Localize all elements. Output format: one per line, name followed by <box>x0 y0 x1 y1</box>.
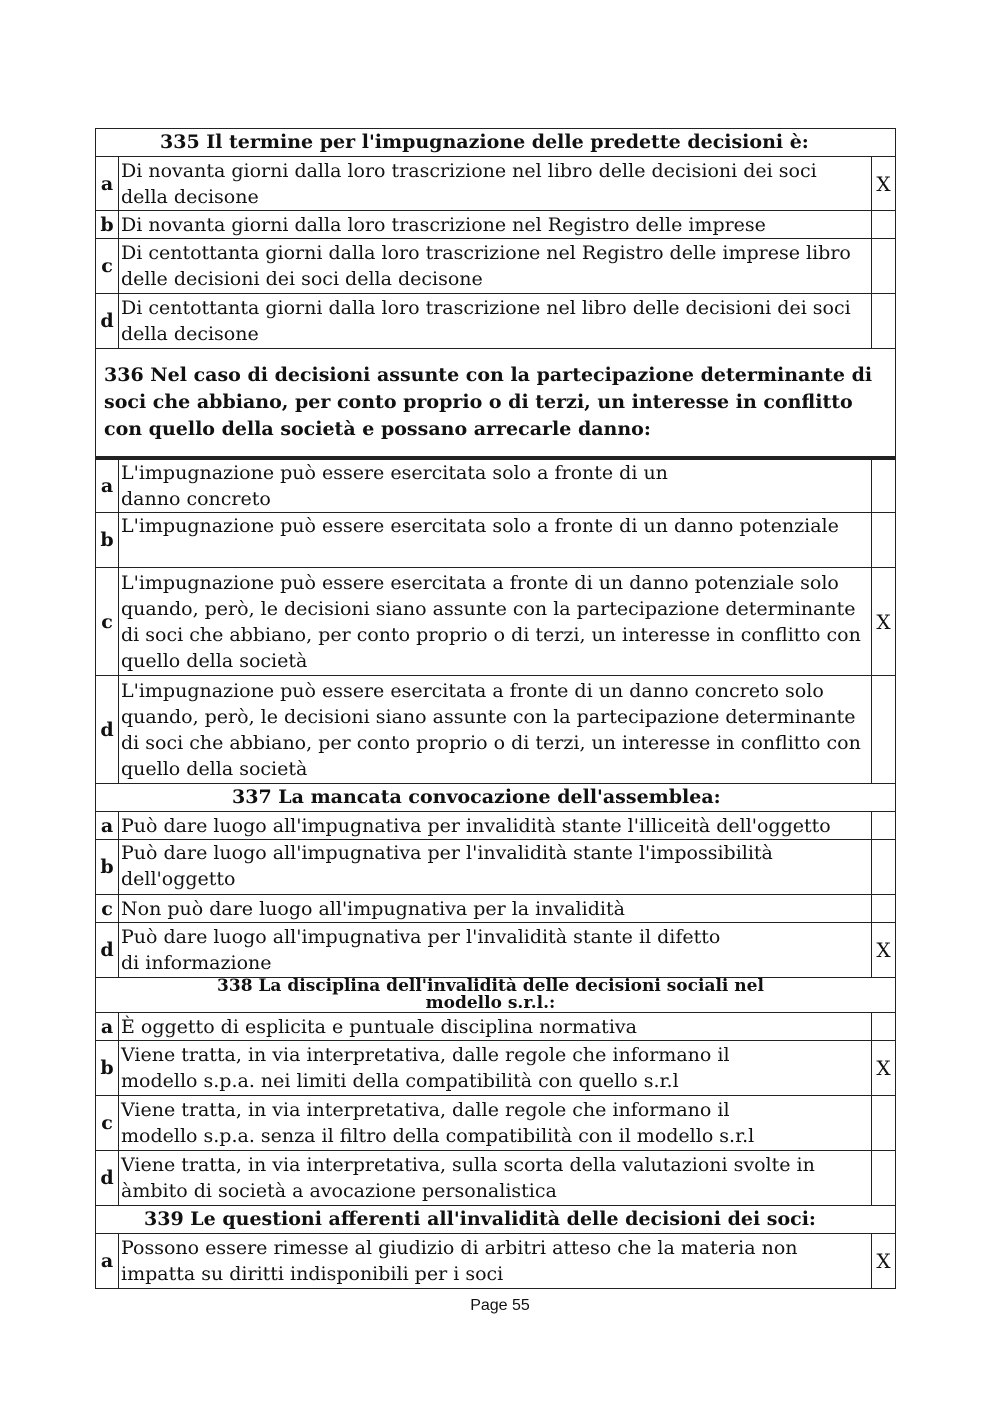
answer-mark[interactable]: X <box>872 568 896 676</box>
answer-letter: a <box>96 157 119 211</box>
answer-letter: b <box>96 211 119 239</box>
answer-row <box>96 1234 896 1289</box>
answer-mark[interactable] <box>872 1013 896 1041</box>
answer-row <box>96 923 896 978</box>
question-row <box>96 129 896 157</box>
answer-letter: d <box>96 923 119 978</box>
answer-mark[interactable] <box>872 895 896 923</box>
answer-row <box>96 895 896 923</box>
answer-letter: b <box>96 840 119 895</box>
answer-letter: d <box>96 676 119 784</box>
question-row <box>96 784 896 812</box>
answer-row <box>96 676 896 784</box>
question-text: Le questioni afferenti all'invalidità delle decisioni dei soci: <box>190 1208 816 1230</box>
question-text: La mancata convocazione dell'assemblea: <box>278 786 721 808</box>
answer-mark[interactable] <box>872 513 896 568</box>
answer-mark[interactable] <box>872 458 896 513</box>
answer-text: Può dare luogo all'impugnativa per invalidità stante l'illiceità dell'oggetto <box>119 812 872 840</box>
answer-letter: b <box>96 513 119 568</box>
answer-text: Di centottanta giorni dalla loro trascrizione nel Registro delle imprese libro delle decisioni dei soci della decisone <box>119 239 872 294</box>
answer-text: Non può dare luogo all'impugnativa per la invalidità <box>119 895 872 923</box>
answer-row <box>96 157 896 211</box>
question-row <box>96 1206 896 1234</box>
quiz-table <box>95 128 896 1289</box>
answer-mark[interactable] <box>872 812 896 840</box>
question-text: La disciplina dell'invalidità delle decisioni sociali nel modello s.r.l.: <box>258 976 764 1013</box>
answer-row <box>96 1096 896 1151</box>
question-number: 338 <box>217 976 253 996</box>
answer-letter: c <box>96 239 119 294</box>
answer-text: Possono essere rimesse al giudizio di arbitri atteso che la materia non impatta su diritti indisponibili per i soci <box>119 1234 872 1289</box>
answer-text: L'impugnazione può essere esercitata a fronte di un danno potenziale solo quando, però, le decisioni siano assunte con la partecipazione determinante di soci che abbiano, per conto proprio o di terzi, un interesse in conflitto con quello della società <box>119 568 872 676</box>
question-text: Nel caso di decisioni assunte con la partecipazione determinante di soci che abbiano, per conto proprio o di terzi, un interesse in conflitto con quello della società e possano arrecarle danno: <box>104 363 873 440</box>
answer-row <box>96 812 896 840</box>
answer-text: L'impugnazione può essere esercitata a fronte di un danno concreto solo quando, però, le decisioni siano assunte con la partecipazione determinante di soci che abbiano, per conto proprio o di terzi, un interesse in conflitto con quello della società <box>119 676 872 784</box>
answer-row <box>96 458 896 513</box>
answer-row <box>96 239 896 294</box>
answer-text: Di centottanta giorni dalla loro trascrizione nel libro delle decisioni dei soci della decisone <box>119 294 872 349</box>
answer-text: È oggetto di esplicita e puntuale disciplina normativa <box>119 1013 872 1041</box>
answer-mark[interactable] <box>872 676 896 784</box>
answer-letter: d <box>96 1151 119 1206</box>
question-number: 336 <box>104 363 144 386</box>
question-number: 339 <box>144 1208 184 1230</box>
answer-letter: b <box>96 1041 119 1096</box>
answer-mark[interactable] <box>872 1096 896 1151</box>
answer-row <box>96 1151 896 1206</box>
answer-letter: a <box>96 1234 119 1289</box>
answer-text: Può dare luogo all'impugnativa per l'invalidità stante il difetto di informazione <box>119 923 872 978</box>
answer-mark[interactable] <box>872 1151 896 1206</box>
answer-letter: c <box>96 1096 119 1151</box>
question-row <box>96 349 896 458</box>
answer-mark[interactable]: X <box>872 1041 896 1096</box>
page-footer: Page 55 <box>470 1297 530 1314</box>
answer-text: Viene tratta, in via interpretativa, dalle regole che informano il modello s.p.a. nei limiti della compatibilità con quello s.r.l <box>119 1041 872 1096</box>
question-text: Il termine per l'impugnazione delle predette decisioni è: <box>206 131 809 153</box>
answer-mark[interactable] <box>872 294 896 349</box>
answer-mark[interactable]: X <box>872 1234 896 1289</box>
answer-letter: d <box>96 294 119 349</box>
answer-row <box>96 294 896 349</box>
answer-row <box>96 1013 896 1041</box>
question-number: 335 <box>160 131 200 153</box>
question-number: 337 <box>232 786 272 808</box>
answer-text: Viene tratta, in via interpretativa, sulla scorta della valutazioni svolte in àmbito di società a avocazione personalistica <box>119 1151 872 1206</box>
answer-letter: c <box>96 568 119 676</box>
answer-letter: a <box>96 1013 119 1041</box>
answer-mark[interactable]: X <box>872 157 896 211</box>
answer-text: Può dare luogo all'impugnativa per l'invalidità stante l'impossibilità dell'oggetto <box>119 840 872 895</box>
answer-mark[interactable] <box>872 239 896 294</box>
answer-text: Di novanta giorni dalla loro trascrizione nel libro delle decisioni dei soci della decisone <box>119 157 872 211</box>
answer-row <box>96 568 896 676</box>
answer-letter: a <box>96 812 119 840</box>
answer-mark[interactable] <box>872 211 896 239</box>
answer-text: L'impugnazione può essere esercitata solo a fronte di un danno concreto <box>119 458 872 513</box>
answer-text: L'impugnazione può essere esercitata solo a fronte di un danno potenziale <box>119 513 872 568</box>
answer-mark[interactable]: X <box>872 923 896 978</box>
answer-letter: c <box>96 895 119 923</box>
answer-row <box>96 211 896 239</box>
answer-text: Di novanta giorni dalla loro trascrizione nel Registro delle imprese <box>119 211 872 239</box>
answer-row <box>96 513 896 568</box>
question-row <box>96 978 896 1013</box>
answer-text: Viene tratta, in via interpretativa, dalle regole che informano il modello s.p.a. senza il filtro della compatibilità con il modello s.r.l <box>119 1096 872 1151</box>
answer-row <box>96 840 896 895</box>
answer-letter: a <box>96 458 119 513</box>
answer-row <box>96 1041 896 1096</box>
quiz-sheet <box>95 128 896 1289</box>
answer-mark[interactable] <box>872 840 896 895</box>
